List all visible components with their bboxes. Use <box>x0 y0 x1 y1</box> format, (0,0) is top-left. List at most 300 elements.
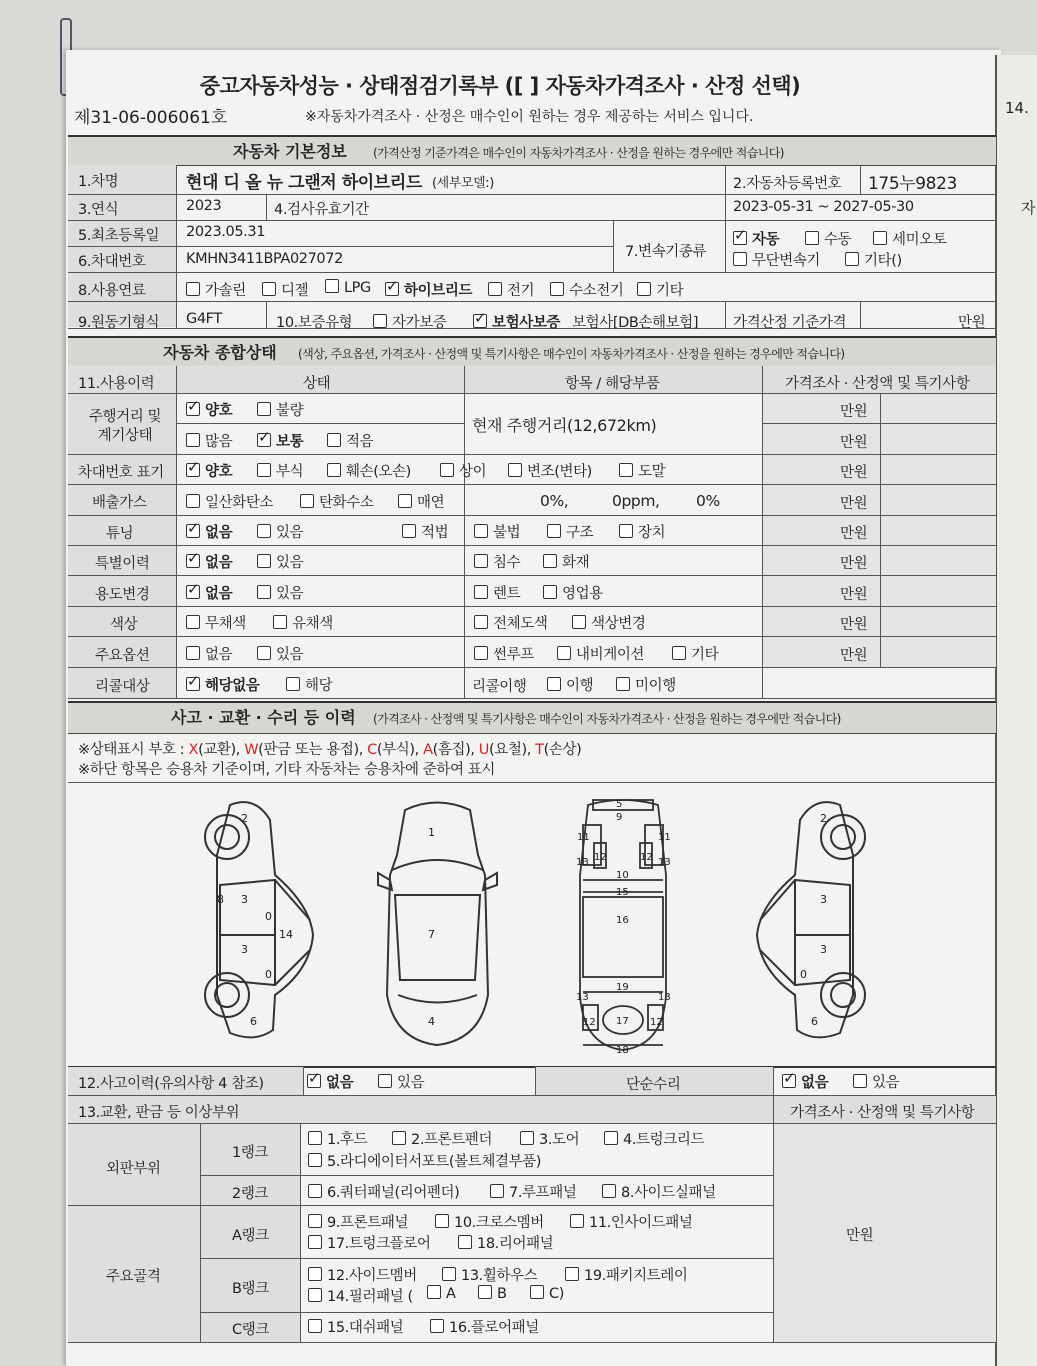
accident-none-label: 없음 <box>326 1075 354 1091</box>
part-radiator-support-label: 5.라디에이터서포트(볼트체결부품) <box>327 1154 542 1170</box>
part-dash-panel[interactable] <box>308 1316 403 1337</box>
special-fire-checkbox[interactable] <box>543 554 557 568</box>
emission-hc-checkbox[interactable] <box>300 494 314 508</box>
next-page-char: 자 <box>1021 199 1036 217</box>
car-top-view <box>370 795 505 1050</box>
part-quarter-panel-checkbox[interactable] <box>308 1184 322 1198</box>
part-door[interactable] <box>520 1128 579 1149</box>
mileage-many-checkbox[interactable] <box>186 433 200 447</box>
accident-none[interactable] <box>307 1071 353 1092</box>
part-inside-panel-checkbox[interactable] <box>570 1214 584 1228</box>
trans-semi[interactable] <box>873 228 946 249</box>
special-price: 만원 <box>840 556 868 572</box>
rank-1-label: 1랭크 <box>232 1145 269 1161</box>
vin-mark-smeared[interactable] <box>619 460 665 481</box>
special-exists[interactable] <box>257 551 303 572</box>
part-door-checkbox[interactable] <box>520 1131 534 1145</box>
part-floor-panel[interactable] <box>430 1316 539 1337</box>
trans-auto-checkbox[interactable] <box>733 231 747 245</box>
option-none-checkbox[interactable] <box>186 646 200 660</box>
trans-cvt[interactable] <box>733 249 820 270</box>
usage-business-checkbox[interactable] <box>543 585 557 599</box>
color-chromatic-checkbox[interactable] <box>273 615 287 629</box>
usage-rent-checkbox[interactable] <box>474 585 488 599</box>
emission-smoke-checkbox[interactable] <box>398 494 412 508</box>
pillar-b[interactable] <box>478 1285 507 1302</box>
tuning-none-checkbox[interactable] <box>186 524 200 538</box>
part-front-fender[interactable] <box>392 1128 492 1149</box>
vin-mark-label: 차대번호 표기 <box>78 465 164 481</box>
part-radiator-support-checkbox[interactable] <box>308 1153 322 1167</box>
fuel-gasoline[interactable] <box>186 279 246 300</box>
part-side-sill-label: 8.사이드실패널 <box>621 1185 716 1201</box>
tuning-illegal-label: 불법 <box>493 525 521 541</box>
option-exists-checkbox[interactable] <box>257 646 271 660</box>
rank-c-label: C랭크 <box>232 1322 269 1338</box>
part-quarter-panel-label: 6.쿼터패널(리어펜더) <box>327 1185 460 1201</box>
tuning-illegal-checkbox[interactable] <box>474 524 488 538</box>
fuel-other-checkbox[interactable] <box>637 282 651 296</box>
legend-desc-c: (부식), <box>376 742 419 758</box>
part-pillar-panel[interactable]: 14.필러패널 ( <box>308 1285 413 1306</box>
fuel-other-label: 기타 <box>656 283 684 299</box>
trans-cvt-label: 무단변속기 <box>752 253 821 269</box>
vin-mark-differ[interactable] <box>440 460 486 481</box>
right-label-0: 0 <box>800 968 807 981</box>
tuning-device-checkbox[interactable] <box>619 524 633 538</box>
vin-mark-good-checkbox[interactable] <box>186 463 200 477</box>
fuel-gasoline-checkbox[interactable] <box>186 282 200 296</box>
trans-other-checkbox[interactable] <box>845 252 859 266</box>
option-exists-label: 있음 <box>276 647 304 663</box>
part-trunk-floor[interactable] <box>308 1232 431 1253</box>
parts-price-unit: 만원 <box>846 1228 874 1244</box>
color-full-paint[interactable] <box>474 612 547 633</box>
part-package-tray-checkbox[interactable] <box>565 1267 579 1281</box>
special-none-checkbox[interactable] <box>186 554 200 568</box>
recall-not-done[interactable] <box>616 674 676 695</box>
tuning-price: 만원 <box>840 526 868 542</box>
repair-exists-label: 있음 <box>872 1075 900 1091</box>
engine-label: 9.원동기형식 <box>78 315 160 331</box>
tuning-exists-checkbox[interactable] <box>257 524 271 538</box>
part-roof-panel[interactable] <box>490 1181 576 1202</box>
part-rear-panel-label: 18.리어패널 <box>477 1236 554 1252</box>
emission-smoke[interactable] <box>398 491 444 512</box>
part-trunk-lid-checkbox[interactable] <box>604 1131 618 1145</box>
emission-co-checkbox[interactable] <box>186 494 200 508</box>
vin: KMHN3411BPA027072 <box>186 251 343 267</box>
option-other[interactable] <box>672 643 718 664</box>
option-none[interactable] <box>186 643 232 664</box>
repair-exists-checkbox[interactable] <box>853 1074 867 1088</box>
legend-code-w: W <box>244 742 259 758</box>
mileage-label: 주행거리 및 계기상태 <box>88 409 162 444</box>
fuel-electric-checkbox[interactable] <box>488 282 502 296</box>
option-exists[interactable] <box>257 643 303 664</box>
trans-manual-checkbox[interactable] <box>805 231 819 245</box>
repair-none[interactable] <box>782 1071 828 1092</box>
car-left-side-view <box>195 795 325 1045</box>
accident-none-checkbox[interactable] <box>307 1074 321 1088</box>
form-title: 중고자동차성능 · 상태점검기록부 ([ ] 자동차가격조사 · 산정 선택) <box>199 74 801 98</box>
legend-desc-w: (판금 또는 용접), <box>258 742 363 758</box>
special-flood-label: 침수 <box>493 555 521 571</box>
part-rear-panel[interactable] <box>458 1232 553 1253</box>
inspect-label: 4.검사유효기간 <box>274 202 369 218</box>
item-col: 항목 / 해당부품 <box>565 376 660 392</box>
tuning-structure[interactable] <box>547 521 593 542</box>
color-chromatic-label: 유채색 <box>292 616 333 632</box>
mileage-normal[interactable] <box>257 430 303 451</box>
part-cross-member[interactable] <box>435 1211 544 1232</box>
year: 2023 <box>186 198 222 214</box>
part-front-fender-checkbox[interactable] <box>392 1131 406 1145</box>
right-label-3b: 3 <box>820 943 827 956</box>
special-flood[interactable] <box>474 551 520 572</box>
usage-none[interactable] <box>186 582 232 603</box>
vin-mark-differ-checkbox[interactable] <box>440 463 454 477</box>
mileage-few[interactable] <box>327 430 373 451</box>
legend-desc-x: (교환), <box>198 742 240 758</box>
option-price: 만원 <box>840 648 868 664</box>
mileage-good[interactable] <box>186 399 232 420</box>
reg-no: 175누9823 <box>868 174 957 194</box>
color-change-checkbox[interactable] <box>572 615 586 629</box>
under-label-15: 15 <box>616 887 629 898</box>
part-front-fender-label: 2.프론트펜더 <box>411 1132 493 1148</box>
vin-mark-good-label: 양호 <box>205 464 233 480</box>
part-trunk-floor-label: 17.트렁크플로어 <box>327 1236 431 1252</box>
tuning-none-label: 없음 <box>205 525 233 541</box>
left-label-3b: 3 <box>241 943 248 956</box>
mileage-many[interactable] <box>186 430 232 451</box>
part-side-sill[interactable] <box>602 1181 716 1202</box>
part-roof-panel-checkbox[interactable] <box>490 1184 504 1198</box>
vin-mark-altered[interactable] <box>508 460 592 481</box>
tuning-device-label: 장치 <box>638 525 666 541</box>
vin-mark-corrosion[interactable] <box>257 460 303 481</box>
trans-label: 7.변속기종류 <box>625 244 707 260</box>
color-achromatic-checkbox[interactable] <box>186 615 200 629</box>
pillar-a[interactable] <box>427 1285 456 1302</box>
part-floor-panel-checkbox[interactable] <box>430 1319 444 1333</box>
accident-exists-checkbox[interactable] <box>378 1074 392 1088</box>
option-other-checkbox[interactable] <box>672 646 686 660</box>
special-fire[interactable] <box>543 551 589 572</box>
legend-code-u: U <box>478 742 489 758</box>
price-basis-label: 가격산정 기준가격 <box>733 315 847 331</box>
part-wheel-house-checkbox[interactable] <box>442 1267 456 1281</box>
accident-header <box>68 701 996 734</box>
trans-semi-label: 세미오토 <box>892 232 947 248</box>
under-label-13d: 13 <box>658 992 671 1003</box>
top-label-1: 1 <box>428 826 435 839</box>
tuning-legal-checkbox[interactable] <box>402 524 416 538</box>
special-flood-checkbox[interactable] <box>474 554 488 568</box>
trans-auto[interactable] <box>733 228 779 249</box>
legend-desc-t: (손상) <box>543 742 582 758</box>
right-label-3a: 3 <box>820 893 827 906</box>
usage-business-label: 영업용 <box>562 586 603 602</box>
vin-mark-price: 만원 <box>840 465 868 481</box>
first-reg-label: 5.최초등록일 <box>78 228 160 244</box>
option-sunroof[interactable] <box>474 643 534 664</box>
under-label-11a: 11 <box>577 832 590 843</box>
usage-label: 용도변경 <box>95 587 150 603</box>
legend-desc-a: (흠집), <box>432 742 475 758</box>
fuel-lpg-checkbox[interactable] <box>325 279 339 293</box>
rank-b-label: B랭크 <box>232 1281 269 1297</box>
option-navigation-label: 내비게이션 <box>576 647 645 663</box>
mileage-normal-checkbox[interactable] <box>257 433 271 447</box>
part-side-member-label: 12.사이드멤버 <box>327 1268 417 1284</box>
usage-rent[interactable] <box>474 582 520 603</box>
top-label-4: 4 <box>428 1015 435 1028</box>
under-label-12c: 12 <box>583 1017 596 1028</box>
vin-mark-altered-label: 변조(변타) <box>527 464 592 480</box>
inspect-period: 2023-05-31 ~ 2027-05-30 <box>733 199 914 215</box>
repair-exists[interactable] <box>853 1071 899 1092</box>
warranty-insurance-label: 보험사보증 <box>492 315 561 331</box>
tuning-legal[interactable] <box>402 521 448 542</box>
fuel-other[interactable] <box>637 279 683 300</box>
part-trunk-lid-label: 4.트렁크리드 <box>623 1132 705 1148</box>
trans-manual[interactable] <box>805 228 851 249</box>
vin-mark-good[interactable] <box>186 460 232 481</box>
first-reg: 2023.05.31 <box>186 224 266 240</box>
emission-co[interactable] <box>186 491 273 512</box>
part-roof-panel-label: 7.루프패널 <box>509 1185 577 1201</box>
mileage-bad[interactable] <box>257 399 303 420</box>
part-inside-panel[interactable] <box>570 1211 693 1232</box>
emission-hc-label: 탄화수소 <box>319 495 374 511</box>
accident-exists-label: 있음 <box>397 1075 425 1091</box>
pillar-c-checkbox[interactable] <box>530 1285 544 1299</box>
mileage-price-1: 만원 <box>840 404 868 420</box>
part-dash-panel-checkbox[interactable] <box>308 1319 322 1333</box>
part-pillar-panel-label: 14.필러패널 <box>327 1289 404 1305</box>
under-label-13b: 13 <box>658 857 671 868</box>
car-underbody-view <box>568 795 678 1055</box>
fuel-hydrogen[interactable] <box>550 279 623 300</box>
recall-label: 리콜대상 <box>95 679 150 695</box>
part-wheel-house-label: 13.휠하우스 <box>461 1268 538 1284</box>
recall-done-checkbox[interactable] <box>547 677 561 691</box>
recall-not-done-label: 미이행 <box>635 678 676 694</box>
part-floor-panel-label: 16.플로어패널 <box>449 1320 539 1336</box>
pillar-c-label: C) <box>549 1286 564 1302</box>
simple-repair-label: 단순수리 <box>626 1077 681 1093</box>
overall-note: (색상, 주요옵션, 가격조사 · 산정액 및 특기사항은 매수인이 자동차가격조사 · 산정을 원하는 경우에만 적습니다) <box>298 347 845 361</box>
recall-na-checkbox[interactable] <box>186 677 200 691</box>
fuel-electric[interactable] <box>488 279 534 300</box>
part-side-member-checkbox[interactable] <box>308 1267 322 1281</box>
sub-model: (세부모델:) <box>432 176 494 191</box>
part-front-panel-label: 9.프론트패널 <box>327 1215 409 1231</box>
warranty-detail: 보험사[DB손해보험] <box>572 315 699 331</box>
legend-code-a: A <box>423 742 433 758</box>
trans-manual-label: 수동 <box>824 232 852 248</box>
recall-yes-checkbox[interactable] <box>286 677 300 691</box>
trans-other[interactable] <box>845 249 902 270</box>
color-achromatic[interactable] <box>186 612 246 633</box>
car-name: 현대 디 올 뉴 그랜저 하이브리드 <box>186 173 422 193</box>
fuel-hybrid[interactable] <box>385 279 472 300</box>
usage-price: 만원 <box>840 587 868 603</box>
recall-na[interactable] <box>186 674 259 695</box>
left-label-0b: 0 <box>265 968 272 981</box>
under-label-17: 17 <box>616 1016 629 1027</box>
car-name-label: 1.차명 <box>78 174 119 190</box>
part-trunk-lid[interactable] <box>604 1128 704 1149</box>
part-package-tray[interactable] <box>565 1264 688 1285</box>
under-label-12a: 12 <box>594 852 607 863</box>
recall-yes[interactable] <box>286 674 332 695</box>
part-rear-panel-checkbox[interactable] <box>458 1235 472 1249</box>
tuning-structure-label: 구조 <box>566 525 594 541</box>
legend-code-x: X <box>188 742 199 758</box>
color-achromatic-label: 무채색 <box>205 616 246 632</box>
part-wheel-house[interactable] <box>442 1264 537 1285</box>
mileage-few-checkbox[interactable] <box>327 433 341 447</box>
left-label-0a: 0 <box>265 910 272 923</box>
accident-exists[interactable] <box>378 1071 424 1092</box>
tuning-device[interactable] <box>619 521 665 542</box>
mileage-good-checkbox[interactable] <box>186 402 200 416</box>
vin-mark-corrosion-label: 부식 <box>276 464 304 480</box>
pillar-a-checkbox[interactable] <box>427 1285 441 1299</box>
recall-done[interactable] <box>547 674 593 695</box>
left-label-6: 6 <box>250 1015 257 1028</box>
part-trunk-floor-checkbox[interactable] <box>308 1235 322 1249</box>
special-exists-checkbox[interactable] <box>257 554 271 568</box>
usage-exists[interactable] <box>257 582 303 603</box>
engine: G4FT <box>186 311 222 327</box>
under-label-18: 18 <box>616 1045 629 1056</box>
fuel-hybrid-checkbox[interactable] <box>385 282 399 296</box>
option-other-label: 기타 <box>691 647 719 663</box>
usage-none-checkbox[interactable] <box>186 585 200 599</box>
option-sunroof-checkbox[interactable] <box>474 646 488 660</box>
service-note: ※자동차가격조사 · 산정은 매수인이 원하는 경우 제공하는 서비스 입니다. <box>305 109 754 125</box>
under-label-12b: 12 <box>640 852 653 863</box>
part-pillar-panel-checkbox[interactable] <box>308 1288 322 1302</box>
trans-semi-checkbox[interactable] <box>873 231 887 245</box>
overall-header <box>68 336 996 367</box>
fuel-lpg-label: LPG <box>344 280 371 296</box>
part-radiator-support[interactable] <box>308 1150 541 1171</box>
recall-done-label: 이행 <box>566 678 594 694</box>
fuel-lpg[interactable] <box>325 279 371 296</box>
part-cross-member-checkbox[interactable] <box>435 1214 449 1228</box>
overall-title: 자동차 종합상태 <box>163 343 277 362</box>
part-side-sill-checkbox[interactable] <box>602 1184 616 1198</box>
vin-mark-damage[interactable] <box>327 460 411 481</box>
special-label: 특별이력 <box>95 556 150 572</box>
special-none[interactable] <box>186 551 232 572</box>
part-hood-checkbox[interactable] <box>308 1131 322 1145</box>
option-label: 주요옵션 <box>95 648 150 664</box>
part-quarter-panel[interactable] <box>308 1181 459 1202</box>
vin-mark-altered-checkbox[interactable] <box>508 463 522 477</box>
under-label-13a: 13 <box>576 857 589 868</box>
usage-exists-checkbox[interactable] <box>257 585 271 599</box>
part-hood[interactable] <box>308 1128 367 1149</box>
color-change[interactable] <box>572 612 645 633</box>
recall-not-done-checkbox[interactable] <box>616 677 630 691</box>
fuel-diesel-checkbox[interactable] <box>262 282 276 296</box>
mileage-good-label: 양호 <box>205 403 233 419</box>
right-label-6: 6 <box>811 1015 818 1028</box>
option-none-label: 없음 <box>205 647 233 663</box>
vin-mark-differ-label: 상이 <box>459 464 487 480</box>
mileage-many-label: 많음 <box>205 434 233 450</box>
mileage-bad-checkbox[interactable] <box>257 402 271 416</box>
reg-no-label: 2.자동차등록번호 <box>733 176 842 192</box>
part-front-panel[interactable] <box>308 1211 408 1232</box>
fuel-hydrogen-label: 수소전기 <box>569 283 624 299</box>
under-label-10: 10 <box>616 870 629 881</box>
option-navigation[interactable] <box>557 643 644 664</box>
under-label-16: 16 <box>616 915 629 926</box>
color-full-paint-checkbox[interactable] <box>474 615 488 629</box>
fuel-diesel-label: 디젤 <box>281 283 309 299</box>
tuning-illegal[interactable] <box>474 521 520 542</box>
usage-business[interactable] <box>543 582 603 603</box>
under-label-19: 19 <box>616 982 629 993</box>
part-inside-panel-label: 11.인사이드패널 <box>589 1215 693 1231</box>
part-side-member[interactable] <box>308 1264 417 1285</box>
recall-yes-label: 해당 <box>305 678 333 694</box>
pillar-b-checkbox[interactable] <box>478 1285 492 1299</box>
repair-none-label: 없음 <box>801 1075 829 1091</box>
pillar-c[interactable] <box>530 1285 564 1302</box>
tuning-exists-label: 있음 <box>276 525 304 541</box>
emission-hc[interactable] <box>300 491 373 512</box>
trans-other-label: 기타() <box>864 253 902 269</box>
price-basis-unit: 만원 <box>958 315 986 331</box>
repair-none-checkbox[interactable] <box>782 1074 796 1088</box>
color-chromatic[interactable] <box>273 612 333 633</box>
tuning-structure-checkbox[interactable] <box>547 524 561 538</box>
warranty-self[interactable] <box>373 311 446 332</box>
legend-prefix: ※상태표시 부호 : <box>78 742 185 758</box>
warranty-insurance[interactable] <box>473 311 560 332</box>
mileage-bad-label: 불량 <box>276 403 304 419</box>
tuning-exists[interactable] <box>257 521 303 542</box>
vin-mark-smeared-checkbox[interactable] <box>619 463 633 477</box>
top-label-7: 7 <box>428 928 435 941</box>
tuning-label: 튜닝 <box>106 526 134 542</box>
next-page-label: 14. <box>1005 99 1029 117</box>
warranty-self-checkbox[interactable] <box>373 314 387 328</box>
option-navigation-checkbox[interactable] <box>557 646 571 660</box>
vin-mark-damage-checkbox[interactable] <box>327 463 341 477</box>
left-label-14: 14 <box>279 928 293 941</box>
part-front-panel-checkbox[interactable] <box>308 1214 322 1228</box>
fuel-diesel[interactable] <box>262 279 308 300</box>
color-change-label: 색상변경 <box>591 616 646 632</box>
tuning-none[interactable] <box>186 521 232 542</box>
color-price: 만원 <box>840 617 868 633</box>
fuel-hydrogen-checkbox[interactable] <box>550 282 564 296</box>
part-hood-label: 1.후드 <box>327 1132 368 1148</box>
warranty-insurance-checkbox[interactable] <box>473 314 487 328</box>
basic-info-title: 자동차 기본정보 <box>233 142 347 161</box>
trans-cvt-checkbox[interactable] <box>733 252 747 266</box>
vin-mark-corrosion-checkbox[interactable] <box>257 463 271 477</box>
